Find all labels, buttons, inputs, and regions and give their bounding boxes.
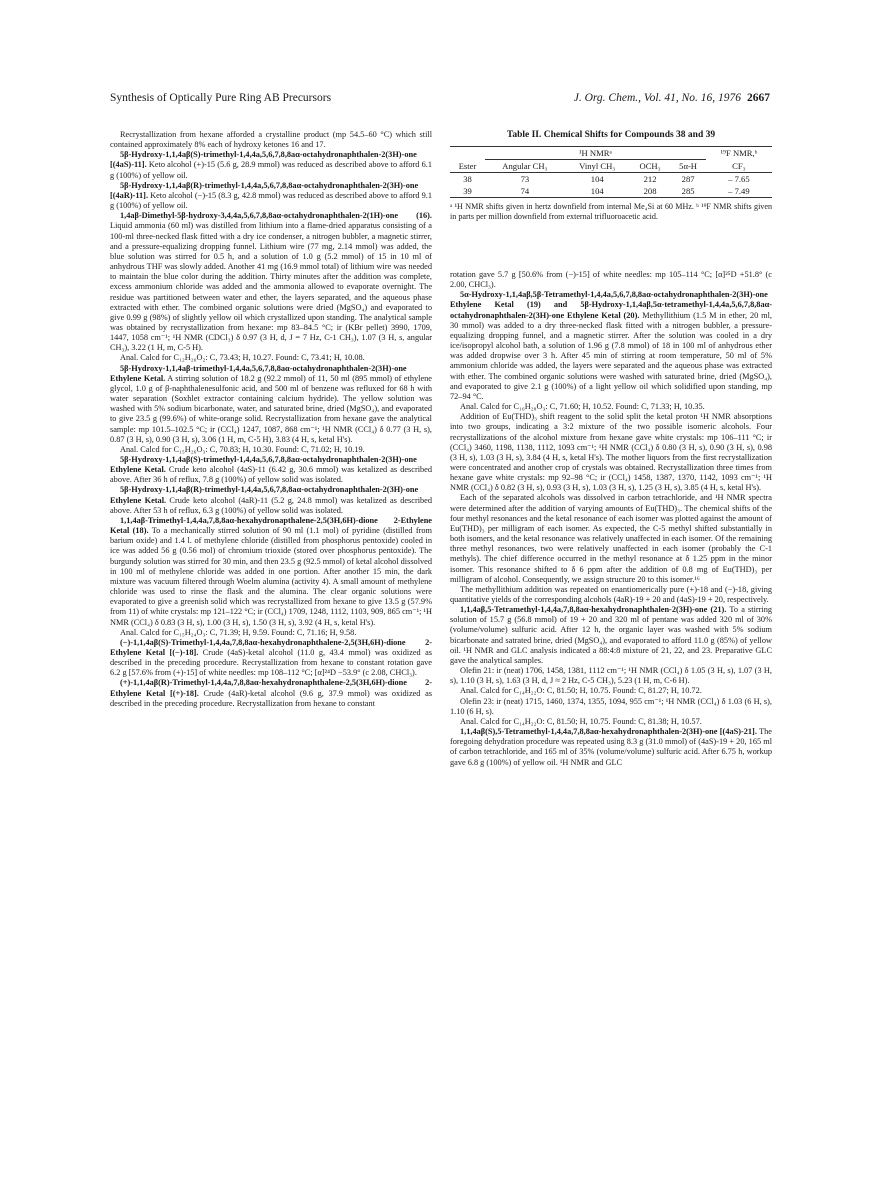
paragraph <box>450 727 772 768</box>
paragraph-text: Anal. Calcd for C₁₂H₂₀O₂: C, 73.43; H, 10.27. Found: C, 73.41; H, 10.08. <box>120 353 365 363</box>
paragraph <box>450 697 772 717</box>
col-header-ester: Ester <box>458 160 477 171</box>
paragraph <box>110 628 432 638</box>
paragraph <box>450 270 772 290</box>
table-cell: 212 <box>643 174 657 184</box>
table-cell: 38 <box>463 174 472 184</box>
col-header-5a-h: 5α-H <box>679 161 698 171</box>
compound-heading: 5β-Hydroxy-1,1,4aβ-trimethyl-1,4,4a,5,6,7,8,8aα-octahydronaphthalen-2(3H)-one Ethylene Ketal. <box>110 363 407 383</box>
compound-heading: (+)-1,1,4aβ(R)-Trimethyl-1,4,4a,7,8,8aα-hexahydronaphthalene-2,5(3H,6H)-dione 2-Ethylene Ketal [(+)-18]. <box>110 678 432 698</box>
col-header-cf3: CF₃ <box>732 160 746 171</box>
table-footnote: ᵃ ¹H NMR shifts given in hertz downfield from internal Me₄Si at 60 MHz. ᵇ ¹⁹F NMR shifts given in parts per million downfield from external trifluoroacetic acid. <box>450 202 772 221</box>
table-ii <box>450 130 772 222</box>
table-body <box>450 173 772 198</box>
table-cell: 104 <box>590 186 604 196</box>
paragraph-text: Crude (4aS)-ketal alcohol (11.0 g, 43.4 mmol) was oxidized as described in the preceding procedure. Recrystallization from hexane to constant rotation gave 6.2 g [57.6% from (+)-15] of white needles: mp 108–112 °C; [α]²⁴D −53.9° (c 2.08, CHCl₃). <box>110 647 432 678</box>
paragraph <box>110 516 432 628</box>
paragraph <box>450 585 772 605</box>
paragraph-text: Olefin 23: ir (neat) 1715, 1460, 1374, 1355, 1094, 955 cm⁻¹; ¹H NMR (CCl₄) δ 1.03 (6 H, s), 1.10 (6 H, s). <box>450 696 772 716</box>
chemical-shift-table <box>450 146 772 198</box>
paragraph <box>110 455 432 485</box>
paragraph-text: Crude keto alcohol (4aS)-11 (6.42 g, 30.6 mmol) was ketalized as described above. After 36 h of reflux, 7.8 g (100%) of yellow solid was isolated. <box>110 465 432 485</box>
col-header-angular: Angular CH₃ <box>502 161 548 171</box>
table-cell: 39 <box>463 186 472 196</box>
table-title: Table II. Chemical Shifts for Compounds 38 and 39 <box>506 130 716 140</box>
journal-name: J. Org. Chem., Vol. 41, No. 16, 1976 <box>573 92 741 104</box>
journal-citation <box>574 92 770 104</box>
running-head-title: Synthesis of Optically Pure Ring AB Precursors <box>110 92 332 104</box>
table-cell: – 7.65 <box>728 174 750 184</box>
compound-heading: 1,1,4aβ-Trimethyl-1,4,4a,7,8,8aα-hexahydronapthalene-2,5(3H,6H)-dione 2-Ethylene Ketal (18). <box>110 515 432 536</box>
paragraph-text: Crude (4aR)-ketal alcohol (9.6 g, 37.9 mmol) was oxidized as described in the preceding procedure. Recrystallization from hexane to constant <box>110 688 432 708</box>
paragraph <box>450 666 772 686</box>
table-cell: 285 <box>681 186 695 196</box>
left-column <box>110 130 432 709</box>
compound-heading: 5β-Hydroxy-1,1,4aβ(S)-trimethyl-1,4,4a,5,6,7,8,8aα-octahydronaphthalen-2(3H)-one Ethylene Ketal. <box>110 455 417 475</box>
paragraph <box>450 412 772 493</box>
compound-heading: 5β-Hydroxy-1,1,4aβ(S)-trimethyl-1,4,4a,5,6,7,8,8aα-octahydronaphthalen-2(3H)-one [(4aS)-11]. <box>110 150 417 170</box>
compound-heading: 5α-Hydroxy-1,1,4aβ,5β-Tetramethyl-1,4,4a,5,6,7,8,8aα-octahydronaphthalen-2(3H)-one Ethylene Ketal (19) and 5β-Hydroxy-1,1,4aβ,5α-tetramethyl-1,4,4a,5,6,7,8,8aα-octahydronaphthalen-2(3H)-one Ethylene Ketal (20). <box>450 290 772 320</box>
table-cell: 287 <box>681 174 695 184</box>
right-column <box>450 270 772 768</box>
table-cell: 73 <box>520 174 530 184</box>
paragraph-text: Addition of Eu(THD)₃ shift reagent to the solid split the ketal proton ¹H NMR absorptions into two groups, indicating a 3:2 mixture of the two possible isomeric alcohols. Four recrystallizations of the alcohol mixture from hexane gave white crystals: mp 106–111 °C; ir (CCl₄) 3460, 1198, 1138, 1112, 1093 cm⁻¹; ¹H NMR (CCl₄) δ 0.80 (3 H, s), 0.90 (3 H, s), 0.98 (3 H, s), 1.03 (3 H, s), 3.84 (4 H, s, ketal H's). The mother liquors from the first recrystallization were concentrated and another crop of crystals was obtained. Recrystallization three times from hexane gave white crystals: mp 92–98 °C; ir (CCl₄) 1458, 1387, 1370, 1142, 1093 cm⁻¹; ¹H NMR (CCl₄) δ 0.82 (3 H, s), 0.93 (3 H, s), 1.03 (3 H, s), 1.25 (3 H, s), 3.85 (4 H, s, ketal H's). <box>450 412 772 493</box>
paragraph-text: Anal. Calcd for C₁₄H₂₂O: C, 81.50; H, 10.75. Found: C, 81.38; H, 10.57. <box>460 716 702 726</box>
paragraph <box>450 402 772 412</box>
table-cell: 104 <box>590 174 604 184</box>
col-header-vinyl: Vinyl CH₃ <box>579 161 616 171</box>
paragraph-text: Anal. Calcd for C₁₅H₂₄O₃: C, 71.39; H, 9.59. Found: C, 71.16; H, 9.58. <box>120 627 357 637</box>
compound-heading: 5β-Hydroxy-1,1,4aβ(R)-trimethyl-1,4,4a,5,6,7,8,8aα-octahydronaphthalen-2(3H)-one Ethylene Ketal. <box>110 485 419 505</box>
paragraph <box>110 485 432 515</box>
paragraph <box>450 290 772 402</box>
compound-heading: 1,4aβ-Dimethyl-5β-hydroxy-3,4,4a,5,6,7,8,8aα-octahydronaphthalen-2(1H)-one (16). <box>120 211 432 221</box>
paragraph <box>110 364 432 445</box>
col-header-och3: OCH₃ <box>639 161 661 171</box>
compound-heading: 1,1,4aβ(S),5-Tetramethyl-1,4,4a,7,8,8aα-hexahydronaphthalen-2(3H)-one [(4aS)-21]. <box>460 727 757 737</box>
paragraph-text: Liquid ammonia (60 ml) was distilled from lithium into a flame-dried apparatus consisting of a 100-ml three-necked flask fitted with a dry ice condenser, a nitrogen bubbler, a magnetic stirrer, and a pressure-equalizing dropping funnel. Lithium wire (77 mg, 2.14 mmol) was added, the blue solution was stirred for 0.5 h, and a solution of 1.0 g (5.2 mmol) of 15 in 10 ml of anhydrous THF was slowly added. Another 41 mg (16.9 mmol total) of lithium wire was needed to maintain the blue color during the addition. Thirty minutes after the addition was complete, excess ammonium chloride was added and the ammonia allowed to evaporate overnight. The residue was partitioned between water and ether, the layers separated, and the aqueous phase extracted with ether. The combined organic solutions were dried (MgSO₄) and evaporated to give 0.99 g (98%) of slightly yellow oil which crystallized upon standing. The analytical sample was obtained by recrystallization from hexane: mp 83–84.5 °C; ir (KBr pellet) 3990, 1709, 1447, 1058 cm⁻¹; ¹H NMR (CDCl₃) δ 0.97 (3 H, d, J = 7 Hz, C-1 CH₃), 1.07 (3 H, s, angular CH₃), 3.22 (1 H, m, C-5 H). <box>110 221 432 353</box>
paragraph <box>110 211 432 353</box>
paragraph-text: Keto alcohol (+)-15 (5.6 g, 28.9 mmol) was reduced as described above to afford 6.1 g (100%) of yellow oil. <box>110 160 432 180</box>
table-blank-cell <box>450 147 485 160</box>
paragraph-text: Recrystallization from hexane afforded a crystalline product (mp 54.5–60 °C) which still contained approximately 8% each of hydroxy ketones 16 and 17. <box>110 130 432 150</box>
compound-heading: 5β-Hydroxy-1,1,4aβ(R)-trimethyl-1,4,4a,5,6,7,8,8aα-octahydronaphthalen-2(3H)-one [(4aR)-11]. <box>110 180 419 200</box>
paragraph <box>450 605 772 666</box>
paragraph-text: Anal. Calcd for C₁₆H₂₈O₃: C, 71.60; H, 10.52. Found: C, 71.33; H, 10.35. <box>460 402 705 412</box>
table-row <box>450 173 772 186</box>
table-cell: 208 <box>643 186 657 196</box>
paragraph-text: Anal. Calcd for C₁₄H₂₂O: C, 81.50; H, 10.75. Found: C, 81.27; H, 10.72. <box>460 686 702 696</box>
paragraph-text: Olefin 21: ir (neat) 1706, 1458, 1381, 1112 cm⁻¹; ¹H NMR (CCl₄) δ 1.05 (3 H, s), 1.07 (3 H, s), 1.10 (3 H, s), 1.63 (3 H, d, J ≈ 2 Hz, C-5 CH₃), 5.23 (1 H, m, C-6 H). <box>450 666 772 686</box>
paragraph-text: Anal. Calcd for C₁₅H₂₆O₃: C, 70.83; H, 10.30. Found: C, 71.02; H, 10.19. <box>120 444 365 454</box>
table-cell: 74 <box>520 186 530 196</box>
paragraph-text: Crude keto alcohol (4aR)-11 (5.2 g, 24.8 mmol) was ketalized as described above. After 53 h of reflux, 6.3 g (100%) of yellow solid was isolated. <box>110 495 432 515</box>
table-group-header: ¹H NMRᵃ <box>485 147 706 160</box>
running-head <box>110 92 770 112</box>
paragraph-text: To a stirring solution of 15.7 g (56.8 mmol) of 19 + 20 and 320 ml of pentane was added 320 ml of 30% (volume/volume) sulfuric acid. After 12 h, the organic layer was washed with 5% sodium bicarbonate and satrated brine, dried (MgSO₄), and evaporated to afford 11.0 g (85%) of yellow oil. ¹H NMR and GLC analysis indicated a 88:4:8 mixture of 21, 22, and 23. Preparative GLC gave the analytical samples. <box>450 605 773 665</box>
paragraph <box>110 150 432 180</box>
paragraph-text: To a mechanically stirred solution of 90 ml (1.1 mol) of pyridine (distilled from barium oxide) and 1.4 l. of methylene chloride (distilled from phosphorus pentoxide) cooled in ice was added 56 g (0.56 mol) of chromium trioxide (stored over phosphorus pentoxide). The burgundy solution was stirred for 30 min, and then 23.5 g (92.5 mmol) of ketal alcohol dissolved in 100 ml of methylene chloride was added in one portion. After another 15 min, the dark mixture was vacuum filtered through Woelm alumina (activity 4). A small amount of methylene chloride was used to rinse the flask and the alumina. The clear organic solutions were evaporated to give a greenish solid which was recrystallized from hexane to give 13.5 g (57.9% from 11) of white crystals: mp 121–122 °C; ir (CCl₄) 1709, 1248, 1112, 1103, 909, 865 cm⁻¹; ¹H NMR (CCl₄) δ 0.83 (3 H, s), 1.00 (3 H, s), 1.50 (3 H, s), 3.92 (4 H, s, ketal H's). <box>110 526 432 627</box>
paragraph-text: Methyllithium (1.5 M in ether, 20 ml, 30 mmol) was added to a dry three-necked flask fitted with a nitrogen bubbler, a pressure-equalizing dropping funnel, and a magnetic stirrer. After the solution was cooled in a dry ice/isopropyl alcohol bath, a solution of 1.96 g (7.8 mmol) of 18 in 100 ml of anhydrous ether was added dropwise over 3 h. After 45 min of stirring at room temperature, 50 ml of 5% ammonium chloride was added, the layers were separated and the aqueous phase was extracted with ether. The combined organic solutions were washed with saturated brine, dried (MgSO₄), and evaporated to give 2.1 g (100%) of a light yellow oil which solidified upon standing, mp 72–94 °C. <box>450 310 772 401</box>
paragraph <box>110 353 432 363</box>
paragraph <box>450 717 772 727</box>
paragraph-text: rotation gave 5.7 g [50.6% from (−)-15] of white needles: mp 105–114 °C; [α]²⁵D +51.8° (c 2.00, CHCl₃). <box>450 270 772 290</box>
paragraph <box>450 686 772 696</box>
paragraph <box>110 678 432 708</box>
paragraph-text: The methyllithium addition was repeated on enantiomerically pure (+)-18 and (−)-18, giving quantitative yields of the corresponding alcohols (4aR)-19 + 20 and (4aS)-19 + 20, respectively. <box>450 584 772 604</box>
page-number: 2667 <box>747 92 770 104</box>
paragraph <box>110 445 432 455</box>
paragraph-text: Keto alcohol (−)-15 (8.3 g, 42.8 mmol) was reduced as described above to afford 9.1 g (100%) of yellow oil. <box>110 190 432 211</box>
paragraph <box>450 493 772 584</box>
paragraph-text: The foregoing dehydration procedure was repeated using 8.3 g (31.0 mmol) of (4aS)-19 + 20, 165 ml of carbon tetrachloride, and 165 ml of 35% (volume/volume) sulfuric acid. After 6.75 h, workup gave 6.8 g (100%) of yellow oil. ¹H NMR and GLC <box>450 727 772 767</box>
table-cell: – 7.49 <box>728 186 750 196</box>
paragraph-text: A stirring solution of 18.2 g (92.2 mmol) of 11, 50 ml (895 mmol) of ethylene glycol, 1.0 g of β-naphthalenesulfonic acid, and 500 ml of benzene was refluxed for 68 h with water separation (Soxhlet extractor containing calcium hydride). The yellow solution was washed with 5% sodium bicarbonate, water, and saturated brine, dried (MgSO₄), and evaporated to give 23.5 g (99.6%) of white-orange solid. Recrystallization from hexane gave the analytical sample: mp 101.5–102.5 °C; ir (CCl₄) 1247, 1087, 868 cm⁻¹; ¹H NMR (CCl₄) δ 0.77 (3 H, s), 0.87 (3 H, s), 0.90 (3 H, s), 3.06 (1 H, m, C-5 H), 3.83 (4 H, s, ketal H's). <box>110 373 432 444</box>
compound-heading: (−)-1,1,4aβ(S)-Trimethyl-1,4,4a,7,8,8aα-hexahydronaphthalene-2,5(3H,6H)-dione 2-Ethylene Ketal [(−)-18]. <box>110 637 432 657</box>
paragraph <box>110 181 432 211</box>
compound-heading: 1,1,4aβ,5-Tetramethyl-1,4,4a,7,8,8aα-hexahydronaphthalen-2(3H)-one (21). <box>460 605 727 615</box>
paragraph-text: Each of the separated alcohols was dissolved in carbon tetrachloride, and ¹H NMR spectra were determined after the addition of varying amounts of Eu(THD)₃. The chemical shifts of the four methyl resonances and the ketal resonance of each isomer was plotted against the amount of Eu(THD)₃ per milligram of each isomer. As expected, the C-5 methyl shifted substantially in both isomers, and the ketal resonance was relatively unaffected in each isomer. Of the remaining three methyl resonances, two were relatively unaffected in each isomer (probably the C-1 methyls). The chief difference occurred in the methyl resonance at δ 1.25 ppm in the minor isomer. This resonance shifted to δ 6 ppm after the addition of 0.8 mg of Eu(THD)₃ per milligram of alcohol. Consequently, we assign structure 20 to this isomer.¹⁶ <box>450 493 772 584</box>
paragraph <box>110 130 432 150</box>
table-row <box>450 185 772 198</box>
table-f-header: ¹⁹F NMR,ᵇ <box>720 148 758 159</box>
paragraph <box>110 638 432 679</box>
